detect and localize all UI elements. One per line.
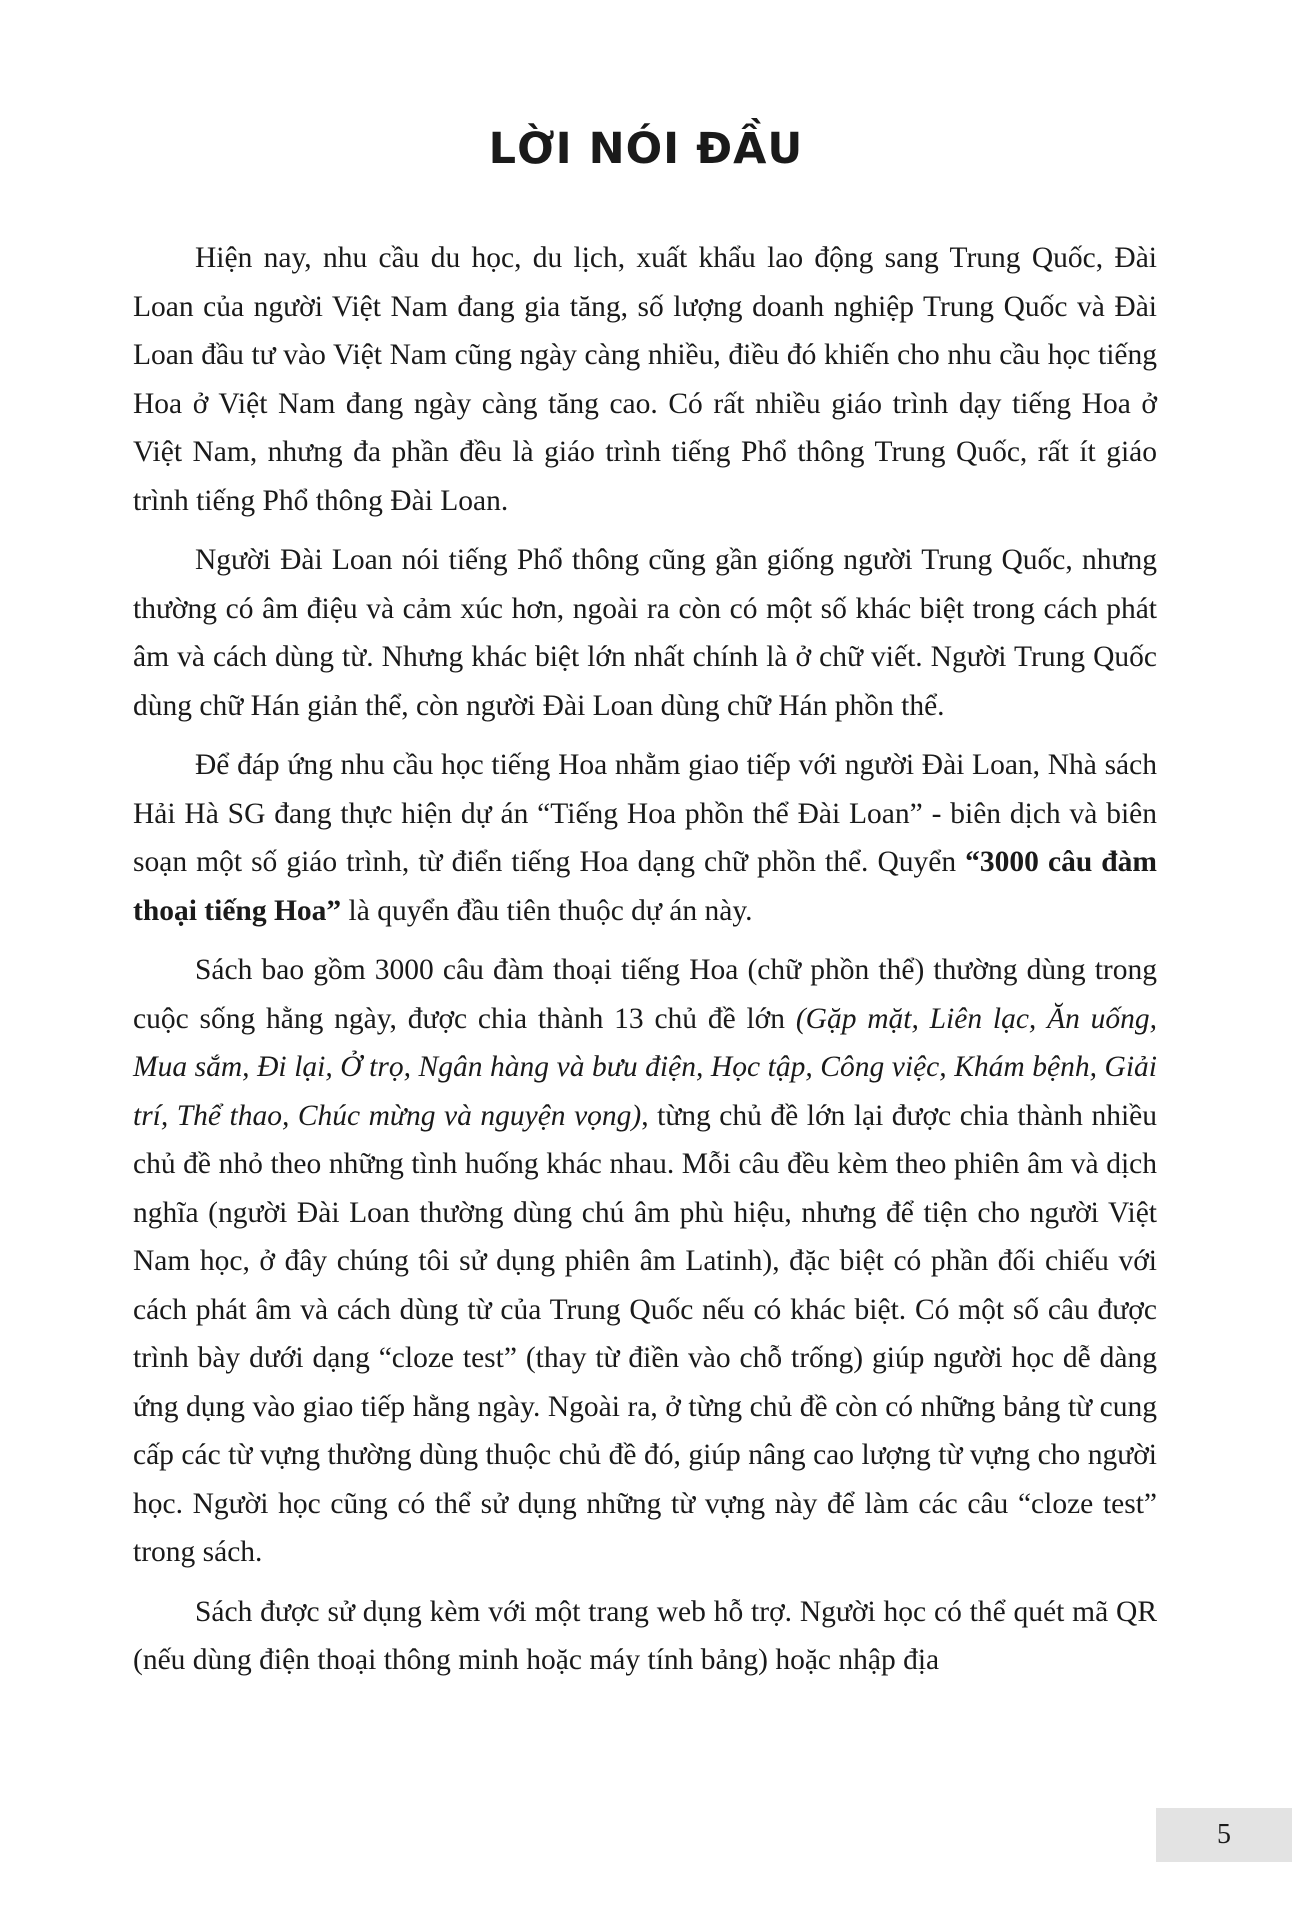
paragraph-3 xyxy=(133,741,1157,935)
paragraph-4 xyxy=(133,946,1157,1577)
paragraph-4-text-start: Sách bao gồm 3000 câu đàm thoại tiếng Hoa (chữ phồn thể) thường dùng trong cuộc sống hằng ngày, được chia thành 13 chủ đề lớn xyxy=(133,954,1157,1035)
paragraph-5: Sách được sử dụng kèm với một trang web hỗ trợ. Người học có thể quét mã QR (nếu dùng điện thoại thông minh hoặc máy tính bảng) hoặc nhập địa xyxy=(133,1595,1157,1676)
paragraph-4-text-end: , từng chủ đề lớn lại được chia thành nhiều chủ đề nhỏ theo những tình huống khác nhau. Mỗi câu đều kèm theo phiên âm và dịch nghĩa (người Đài Loan thường dùng chú âm phù hiệu, nhưng để tiện cho người Việt Nam học, ở đây chúng tôi sử dụng phiên âm Latinh), đặc biệt có phần đối chiếu với cách phát âm và cách dùng từ của Trung Quốc nếu có khác biệt. Có một số câu được trình bày dưới dạng “cloze test” (thay từ điền vào chỗ trống) giúp người học dễ dàng ứng dụng vào giao tiếp hằng ngày. Ngoài ra, ở từng chủ đề còn có những bảng từ cung cấp các từ vựng thường dùng thuộc chủ đề đó, giúp nâng cao lượng từ vựng cho người học. Người học cũng có thể sử dụng những từ vựng này để làm các câu “cloze test” trong sách. xyxy=(133,1099,1157,1568)
paragraph-3-text-end: là quyển đầu tiên thuộc dự án này. xyxy=(341,894,753,927)
page-title: LỜI NÓI ĐẦU xyxy=(488,124,804,174)
paragraph-1: Hiện nay, nhu cầu du học, du lịch, xuất khẩu lao động sang Trung Quốc, Đài Loan của người Việt Nam đang gia tăng, số lượng doanh nghiệp Trung Quốc và Đài Loan đầu tư vào Việt Nam cũng ngày càng nhiều, điều đó khiến cho nhu cầu học tiếng Hoa ở Việt Nam đang ngày càng tăng cao. Có rất nhiều giáo trình dạy tiếng Hoa ở Việt Nam, nhưng đa phần đều là giáo trình tiếng Phổ thông Trung Quốc, rất ít giáo trình tiếng Phổ thông Đài Loan. xyxy=(133,242,1157,517)
body-text xyxy=(133,234,1157,1696)
paragraph-2: Người Đài Loan nói tiếng Phổ thông cũng gần giống người Trung Quốc, nhưng thường có âm điệu và cảm xúc hơn, ngoài ra còn có một số khác biệt trong cách phát âm và cách dùng từ. Nhưng khác biệt lớn nhất chính là ở chữ viết. Người Trung Quốc dùng chữ Hán giản thể, còn người Đài Loan dùng chữ Hán phồn thể. xyxy=(133,544,1157,722)
paragraph-3-text-start: Để đáp ứng nhu cầu học tiếng Hoa nhằm giao tiếp với người Đài Loan, Nhà sách Hải Hà SG đang thực hiện dự án “Tiếng Hoa phồn thể Đài Loan” - biên dịch và biên soạn một số giáo trình, từ điển tiếng Hoa dạng chữ phồn thể. Quyển xyxy=(133,749,1157,878)
topic-list-italic: (Gặp mặt, Liên lạc, Ăn uống, Mua sắm, Đi lại, Ở trọ, Ngân hàng và bưu điện, Học tập, Công việc, Khám bệnh, Giải trí, Thể thao, Chúc mừng và nguyện vọng) xyxy=(133,1002,1158,1132)
book-title-bold: “3000 câu đàm thoại tiếng Hoa” xyxy=(133,846,1158,927)
page-number-box xyxy=(1156,1808,1292,1862)
page-number: 5 xyxy=(1217,1819,1231,1850)
